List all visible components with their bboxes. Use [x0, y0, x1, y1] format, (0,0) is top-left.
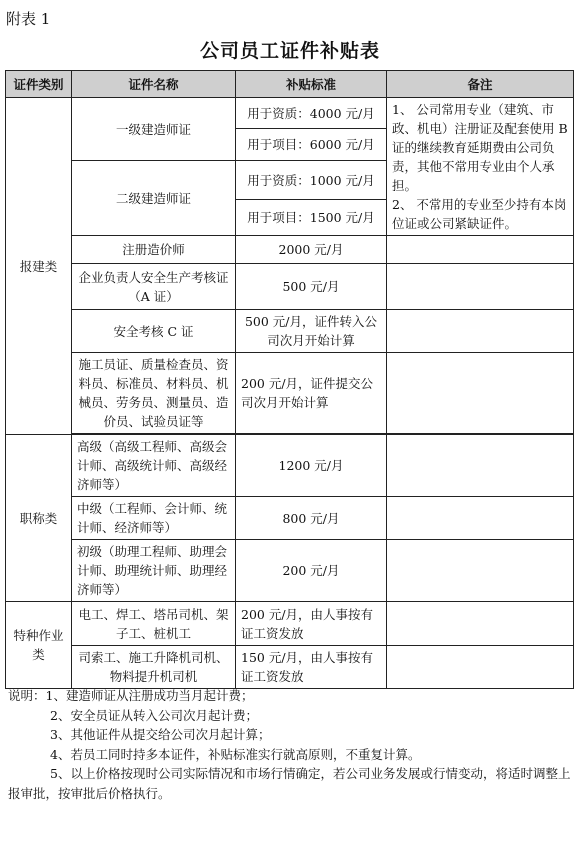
subsidy-standard: 150 元/月，由人事按有证工资发放 [236, 646, 387, 689]
cert-name: 企业负责人安全生产考核证（A 证） [72, 264, 236, 310]
subsidy-standard: 用于资质：1000 元/月 [236, 161, 387, 200]
notes-empty [387, 353, 574, 434]
subsidy-standard: 200 元/月，证件提交公司次月开始计算 [236, 353, 387, 434]
subsidy-standard: 2000 元/月 [236, 236, 387, 264]
appendix-label: 附表 1 [6, 10, 51, 28]
subsidy-standard: 500 元/月 [236, 264, 387, 310]
footer-item-1: 说明：1、建造师证从注册成功当月起计费； [8, 688, 254, 703]
subsidy-standard: 200 元/月，由人事按有证工资发放 [236, 602, 387, 646]
notes-empty [387, 264, 574, 310]
category-zhicheng: 职称类 [6, 435, 72, 602]
category-baojian: 报建类 [6, 98, 72, 435]
notes-empty [387, 497, 574, 540]
notes-empty [387, 602, 574, 646]
table-row [6, 353, 574, 434]
subsidy-standard: 800 元/月 [236, 497, 387, 540]
footer-item-5: 5、以上价格按现时公司实际情况和市场行情确定，若公司业务发展或行情变动，将适时调整上报审批，按审批后价格执行。 [8, 766, 571, 801]
notes-empty [387, 236, 574, 264]
footer-item-2: 2、安全员证从转入公司次月起计费； [50, 707, 258, 723]
cert-name: 司索工、施工升降机司机、物料提升机司机 [72, 646, 236, 689]
header-standard: 补贴标准 [236, 71, 387, 98]
cert-name: 注册造价师 [72, 236, 236, 264]
notes-empty [387, 540, 574, 602]
note-1: 1、 公司常用专业（建筑、市政、机电）注册证及配套使用 B 证的继续教育延期费由公司负责，其他不常用专业由个人承担。 [392, 102, 568, 193]
footer-notes [8, 686, 573, 803]
subsidy-standard: 200 元/月 [236, 540, 387, 602]
subsidy-standard: 500 元/月，证件转入公司次月开始计算 [236, 310, 387, 353]
header-name: 证件名称 [72, 71, 236, 98]
subsidy-standard: 1200 元/月 [236, 435, 387, 497]
cert-name: 初级（助理工程师、助理会计师、助理统计师、助理经济师等） [72, 540, 236, 602]
notes-empty [387, 310, 574, 353]
header-notes: 备注 [387, 71, 574, 98]
footer-prefix: 说明： [8, 688, 46, 703]
subsidy-standard: 用于项目：6000 元/月 [236, 129, 387, 161]
cert-name: 电工、焊工、塔吊司机、架子工、桩机工 [72, 602, 236, 646]
subsidy-standard: 用于资质：4000 元/月 [236, 98, 387, 129]
table-header-row [6, 71, 574, 98]
cert-name: 安全考核 C 证 [72, 310, 236, 353]
table-row [6, 602, 574, 646]
table-row [6, 497, 574, 540]
header-category: 证件类别 [6, 71, 72, 98]
table-row [6, 264, 574, 310]
notes-empty [387, 646, 574, 689]
page-title: 公司员工证件补贴表 [199, 40, 380, 62]
notes-empty [387, 435, 574, 497]
footer-item-4: 4、若员工同时持多本证件，补贴标准实行就高原则，不重复计算。 [50, 746, 421, 762]
cert-name: 高级（高级工程师、高级会计师、高级统计师、高级经济师等） [72, 435, 236, 497]
cert-name: 一级建造师证 [72, 98, 236, 161]
notes-cell [387, 98, 574, 236]
cert-name: 施工员证、质量检查员、资料员、标准员、材料员、机械员、劳务员、测量员、造价员、试验员证等 [72, 353, 236, 434]
table-row [6, 236, 574, 264]
cert-name: 二级建造师证 [72, 161, 236, 236]
table-row [6, 435, 574, 497]
subsidy-table [5, 70, 574, 689]
table-row [6, 540, 574, 602]
footer-item-3: 3、其他证件从提交给公司次月起计算； [50, 727, 271, 742]
table-row [6, 98, 574, 129]
table-row [6, 310, 574, 353]
subsidy-standard: 用于项目：1500 元/月 [236, 200, 387, 236]
category-tezhong: 特种作业类 [6, 602, 72, 689]
table-row [6, 646, 574, 689]
note-2: 2、 不常用的专业至少持有本岗位证或公司紧缺证件。 [392, 197, 567, 231]
cert-name: 中级（工程师、会计师、统计师、经济师等） [72, 497, 236, 540]
